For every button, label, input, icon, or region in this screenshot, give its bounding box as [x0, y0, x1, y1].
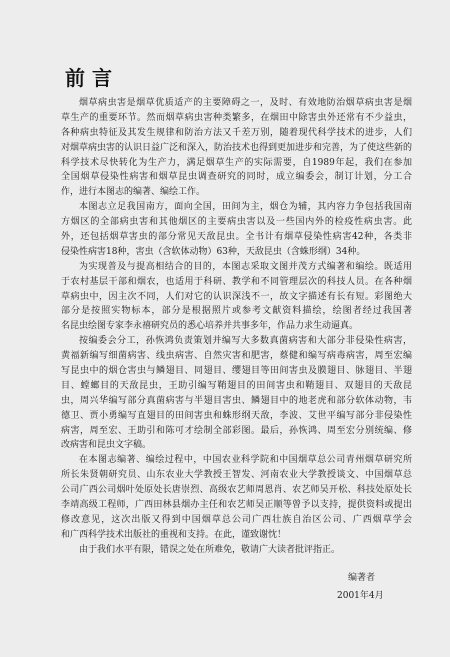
text-line: 草病虫中，因主次不同，人们对它的认识深浅不一，故文字描述有长有短。彩图绝大: [61, 291, 412, 302]
text-line: 目、螳螂目的天敌昆虫，王助引编写鞘翅目的田间害虫和鞘翅目、双翅目的天敌昆: [61, 380, 412, 391]
preface-body: [61, 96, 412, 558]
text-line: 修改意见，这次出版又得到中国烟草总公司广西壮族自治区公司、广西烟草学会: [61, 514, 412, 525]
text-line: 虫，周兴华编写部分真菌病害与半翅目害虫、鳞翅目中的地老虎和部分软体动物，韦: [61, 395, 412, 406]
text-line: 外，还包括烟草害虫的部分常见天敌昆虫。全书计有烟草侵染性病害42种，各类非: [61, 232, 412, 243]
text-line: 烟草病虫害是烟草优质适产的主要障碍之一，及时、有效地防治烟草病虫害是烟: [79, 98, 412, 108]
preface-paragraph-4: [61, 334, 412, 453]
text-line: 于农村基层干部和烟农，也适用于科研、教学和不同管理层次的科技人员。在各种烟: [61, 276, 412, 287]
preface-paragraph-6: [61, 543, 412, 558]
text-line: 科学技术尽快转化为生产力，满足烟草生产的实际需要，自1989年起，我们在参加: [61, 157, 412, 168]
text-line: 本图志立足我国南方，面向全国，田间为主，烟仓为辅，其内容力争包括我国南: [79, 202, 412, 213]
text-line: 部分是按照实物标本，部分是根据照片或参考文献资料描绘，绘图者经过我国著: [61, 306, 412, 317]
preface-paragraph-5: [61, 453, 412, 542]
text-line: 在本图志编著、编绘过程中，中国农业科学院和中国烟草总公司青州烟草研究所: [79, 455, 412, 466]
text-line: 所长朱贤朝研究员、山东农业大学教授王智发、河南农业大学教授谈文、中国烟草总: [61, 470, 412, 481]
text-line: 病害，周至宏、王助引和陈可才绘制全部彩图。最后，孙恢鸿、周至宏分别统编、修: [61, 425, 412, 436]
text-line: 由于我们水平有限，错误之处在所难免，敬请广大读者批评指正。: [79, 544, 341, 555]
text-line: 黄福新编写细菌病害、线虫病害、自然灾害和肥害，蔡健和编写病毒病害，周至宏编: [61, 351, 412, 362]
text-line: 全国烟草侵染性病害和烟草昆虫调查研究的同时，成立编委会，制订计划，分工合: [61, 172, 412, 183]
text-line: 侵染性病害18种，害虫（含软体动物）63种，天敌昆虫（含蛛形纲）34种。: [61, 246, 366, 257]
text-line: 对烟草病虫害的认识日益广泛和深入，防治技术也得到更加进步和完善，为了使这些新的: [61, 142, 412, 153]
preface-paragraph-3: [61, 260, 412, 334]
text-line: 公司广西公司烟叶处原处长唐崇烈、高级农艺师周恩肖、农艺师吴开松、科技处原处长: [61, 485, 412, 496]
preface-title: 前 言: [65, 66, 112, 90]
preface-paragraph-2: [61, 200, 412, 260]
text-line: 德卫、贾小勇编写直翅目的田间害虫和蛛形纲天敌，李波、艾世平编写部分非侵染性: [61, 410, 412, 421]
signature-date: 2001年4月: [337, 591, 384, 601]
text-line: 写昆虫中的烟仓害虫与鳞翅目、同翅目、缨翅目等田间害虫及膜翅目、脉翅目、半翅: [61, 366, 412, 377]
author-signature: 编著者: [348, 573, 376, 583]
text-line: 李靖高级工程师，广西田林县烟办主任和农艺师吴正顺等曾予以支持，提供资料或提出: [61, 500, 412, 511]
text-line: 各种病虫特征及其发生规律和防治方法又千差万别，随着现代科学技术的进步，人们: [61, 127, 412, 138]
text-line: 按编委会分工，孙恢鸿负责策划并编写大多数真菌病害和大部分非侵染性病害，: [79, 336, 412, 347]
preface-paragraph-1: [61, 96, 412, 200]
text-line: 和广西科学技术出版社的重视和支持。在此，谨致谢忱！: [61, 529, 287, 540]
text-line: 方烟区的全部病虫害和其他烟区的主要病虫害以及一些国内外的检疫性病虫害。此: [61, 217, 412, 228]
text-line: 作，进行本图志的编著、编绘工作。: [61, 187, 206, 198]
text-line: 为实现普及与提高相结合的目的，本图志采取文图并茂方式编著和编绘。既适用: [79, 261, 412, 272]
text-line: 草生产的重要环节。然而烟草病虫害种类繁多，在烟田中除害虫外还常有不少益虫，: [61, 112, 412, 123]
text-line: 改病害和昆虫文字稿。: [61, 440, 152, 451]
text-line: 名昆虫绘图专家李永禧研究员的悉心培养并共事多年，作品力求生动逼真。: [61, 321, 359, 332]
